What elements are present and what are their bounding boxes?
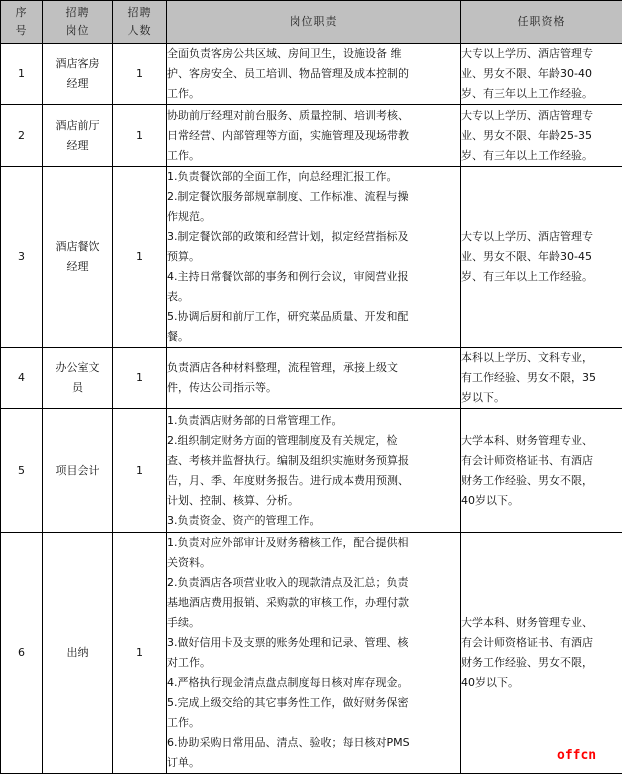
header-position: 招聘 岗位 <box>43 1 113 44</box>
watermark-logo: offcn <box>557 748 596 763</box>
cell-index: 2 <box>1 105 43 167</box>
cell-position: 酒店餐饮 经理 <box>43 167 113 348</box>
cell-count: 1 <box>113 533 167 774</box>
table-row <box>1 44 622 105</box>
cell-count: 1 <box>113 105 167 167</box>
cell-position: 酒店客房 经理 <box>43 44 113 105</box>
cell-index: 6 <box>1 533 43 774</box>
cell-position: 办公室文 员 <box>43 348 113 409</box>
cell-position: 项目会计 <box>43 409 113 533</box>
table-header-row <box>1 1 622 44</box>
cell-count: 1 <box>113 44 167 105</box>
cell-count: 1 <box>113 348 167 409</box>
cell-duties: 1.负责餐饮部的全面工作，向总经理汇报工作。 2.制定餐饮服务部规章制度、工作标准、流程与操 作规范。 3.制定餐饮部的政策和经营计划，拟定经营指标及 预算。 4.主持日常餐饮部的事务和例行会议，审阅营业报 表。 5.协调后厨和前厅工作，研究菜品质量、开发和配 餐。 <box>167 167 461 348</box>
table-body <box>1 44 622 774</box>
cell-requirements: 大专以上学历、酒店管理专 业、男女不限、年龄30-40 岁、有三年以上工作经验。 <box>461 44 622 105</box>
cell-count: 1 <box>113 409 167 533</box>
header-count: 招聘 人数 <box>113 1 167 44</box>
cell-duties: 协助前厅经理对前台服务、质量控制、培训考核、 日常经营、内部管理等方面，实施管理及现场带教 工作。 <box>167 105 461 167</box>
cell-duties: 1.负责对应外部审计及财务稽核工作，配合提供相 关资料。 2.负责酒店各项营业收入的现款清点及汇总；负责 基地酒店费用报销、采购款的审核工作，办理付款 手续。 3.做好信用卡及支票的账务处理和记录、管理、核 对工作。 4.严格执行现金清点盘点制度每日核对库存现金。 5.完成上级交给的其它事务性工作，做好财务保密 工作。 6.协助采购日常用品、清点、验收；每日核对PMS 订单。 <box>167 533 461 774</box>
header-index: 序 号 <box>1 1 43 44</box>
cell-index: 5 <box>1 409 43 533</box>
cell-duties: 1.负责酒店财务部的日常管理工作。 2.组织制定财务方面的管理制度及有关规定，检 查、考核并监督执行。编制及组织实施财务预算报 告，月、季、年度财务报告。进行成本费用预测、 计划、控制、核算、分析。 3.负责资金、资产的管理工作。 <box>167 409 461 533</box>
cell-position: 出纳 <box>43 533 113 774</box>
cell-duties: 全面负责客房公共区域、房间卫生，设施设备 维 护、客房安全、员工培训、物品管理及成本控制的 工作。 <box>167 44 461 105</box>
cell-position: 酒店前厅 经理 <box>43 105 113 167</box>
table-row <box>1 348 622 409</box>
cell-requirements: 大专以上学历、酒店管理专 业、男女不限、年龄30-45 岁、有三年以上工作经验。 <box>461 167 622 348</box>
table-row <box>1 533 622 774</box>
cell-requirements: 本科以上学历、文科专业， 有工作经验、男女不限，35 岁以下。 <box>461 348 622 409</box>
cell-requirements: 大专以上学历、酒店管理专 业、男女不限、年龄25-35 岁、有三年以上工作经验。 <box>461 105 622 167</box>
table-row <box>1 409 622 533</box>
header-requirements: 任职资格 <box>461 1 622 44</box>
cell-requirements: 大学本科、财务管理专业、 有会计师资格证书、有酒店 财务工作经验、男女不限， 40岁以下。 <box>461 533 622 774</box>
table-row <box>1 167 622 348</box>
cell-duties: 负责酒店各种材料整理，流程管理，承接上级文 件，传达公司指示等。 <box>167 348 461 409</box>
header-duties: 岗位职责 <box>167 1 461 44</box>
table-row <box>1 105 622 167</box>
cell-index: 1 <box>1 44 43 105</box>
cell-index: 3 <box>1 167 43 348</box>
cell-count: 1 <box>113 167 167 348</box>
cell-index: 4 <box>1 348 43 409</box>
cell-requirements: 大学本科、财务管理专业、 有会计师资格证书、有酒店 财务工作经验、男女不限， 40岁以下。 <box>461 409 622 533</box>
